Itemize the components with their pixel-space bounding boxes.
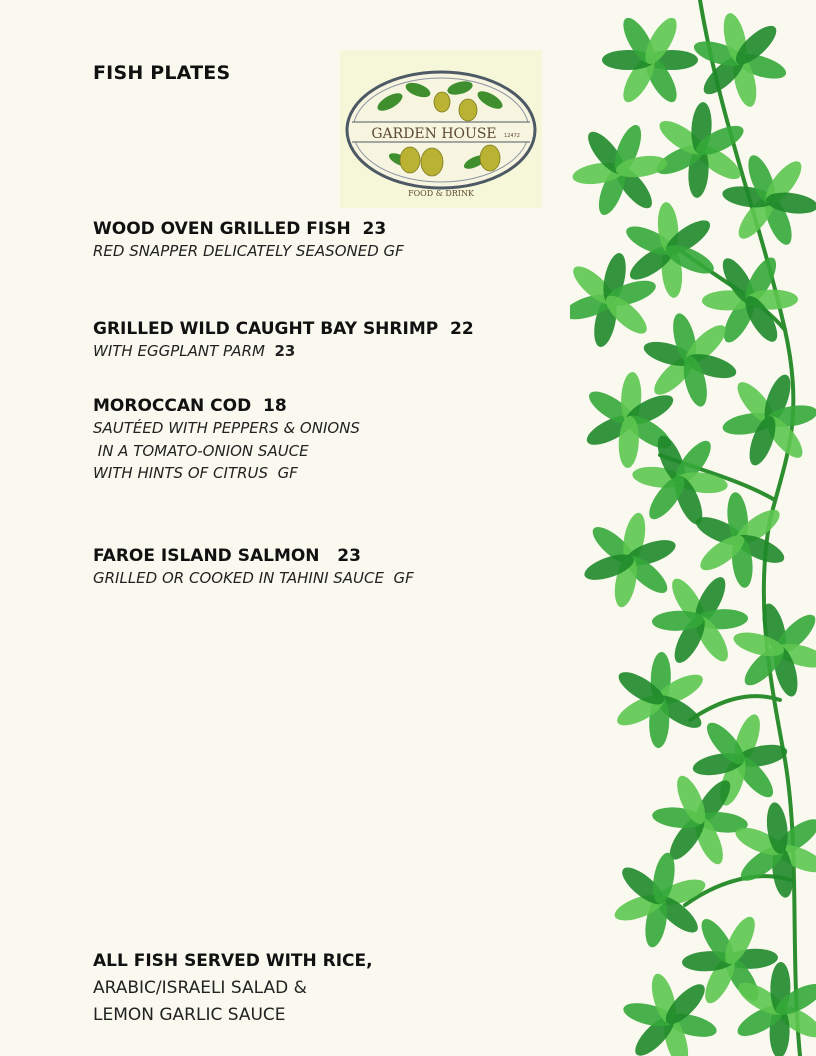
- item-name: GRILLED WILD CAUGHT BAY SHRIMP 22: [93, 319, 474, 339]
- item-name: WOOD OVEN GRILLED FISH 23: [93, 219, 387, 239]
- section-title: FISH PLATES: [93, 62, 231, 84]
- menu-item-wood-oven-fish: [93, 218, 573, 263]
- item-desc: GRILLED OR COOKED IN TAHINI SAUCE GF: [93, 569, 414, 587]
- item-desc: [93, 340, 573, 363]
- logo-name: GARDEN HOUSE: [371, 126, 497, 142]
- footer-line: LEMON GARLIC SAUCE: [93, 1005, 286, 1025]
- menu-item-moroccan-cod: [93, 395, 573, 485]
- item-desc: IN A TOMATO-ONION SAUCE: [93, 441, 309, 460]
- item-name: FAROE ISLAND SALMON 23: [93, 546, 361, 566]
- menu-footer: [93, 948, 513, 1029]
- item-desc: SAUTÉED WITH PEPPERS & ONIONS: [93, 419, 360, 437]
- logo-emblem: [340, 50, 542, 208]
- menu-item-bay-shrimp: [93, 318, 573, 363]
- garden-house-logo: [340, 50, 542, 208]
- footer-bold-line: ALL FISH SERVED WITH RICE,: [93, 951, 373, 971]
- item-desc: RED SNAPPER DELICATELY SEASONED GF: [93, 242, 404, 260]
- logo-tagline: FOOD & DRINK: [408, 189, 474, 198]
- menu-item-faroe-salmon: [93, 545, 573, 590]
- footer-line: ARABIC/ISRAELI SALAD &: [93, 978, 307, 998]
- item-desc: WITH HINTS OF CITRUS GF: [93, 464, 298, 482]
- item-desc-price: 23: [274, 342, 296, 360]
- item-desc-text: WITH EGGPLANT PARM: [93, 342, 265, 360]
- item-name: MOROCCAN COD 18: [93, 396, 287, 416]
- parsley-foliage-illustration: [570, 0, 816, 1056]
- logo-number: 12472: [504, 133, 520, 139]
